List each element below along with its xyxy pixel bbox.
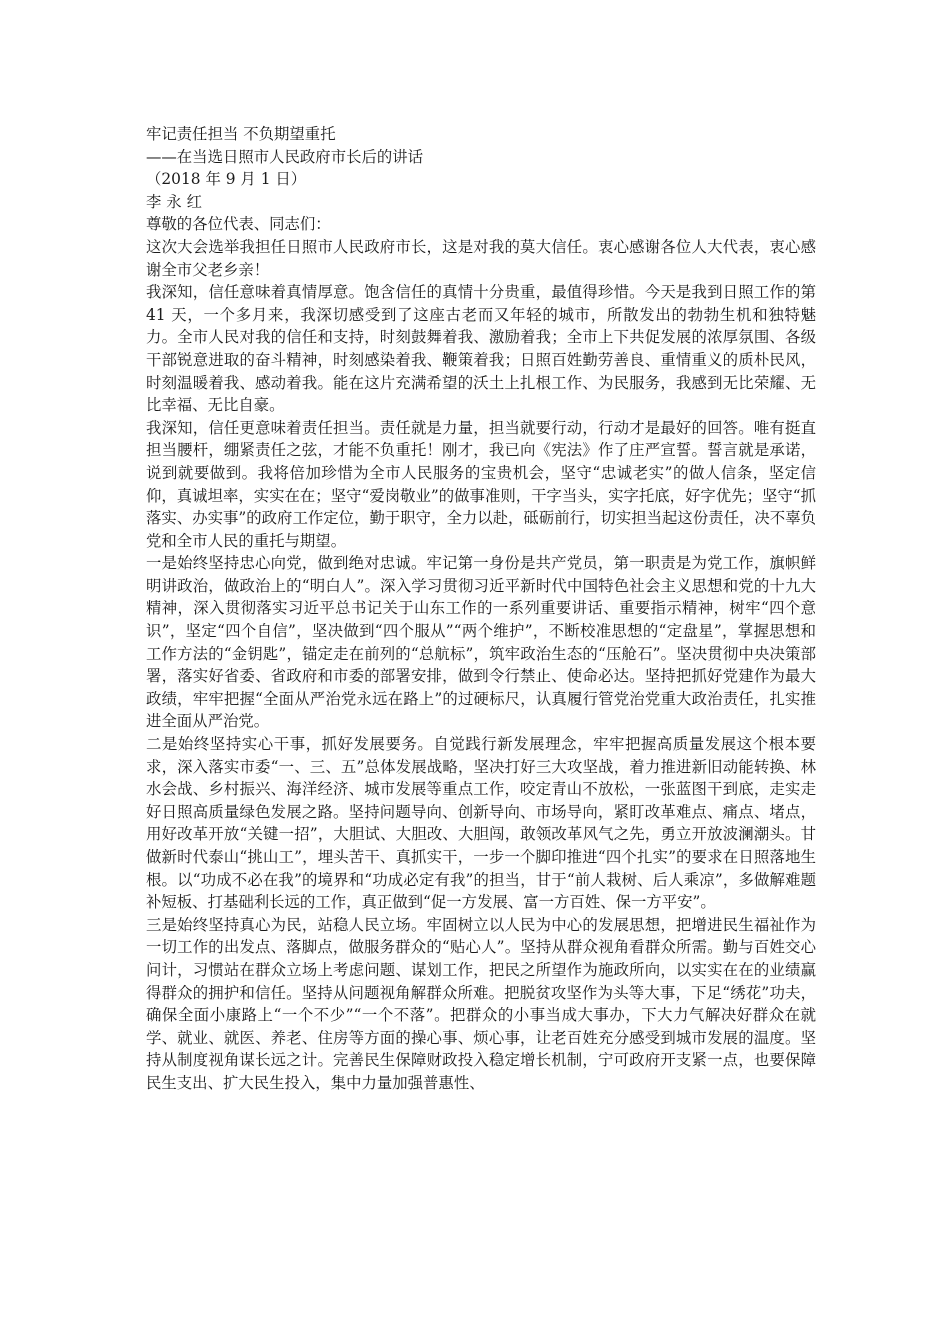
paragraph-trust-responsibility: 我深知，信任更意味着责任担当。责任就是力量，担当就要行动，行动才是最好的回答。唯有挺直担当腰杆，绷紧责任之弦，才能不负重托！刚才，我已向《宪法》作了庄严宣誓。誓言就是承诺，说到就要做到。我将倍加珍惜为全市人民服务的宝贵机会，坚守“忠诚老实”的做人信条，坚定信仰，真诚坦率，实实在在；坚守“爱岗敬业”的做事准则，干字当头，实字托底，好字优先；坚守“抓落实、办实事”的政府工作定位，勤于职守，全力以赴，砥砺前行，切实担当起这份责任，决不辜负党和全市人民的重托与期望。 <box>146 418 817 550</box>
paragraph-development: 二是始终坚持实心干事，抓好发展要务。自觉践行新发展理念，牢牢把握高质量发展这个根本要求，深入落实市委“一、三、五”总体发展战略，坚决打好三大攻坚战，着力推进新旧动能转换、林水会战、乡村振兴、海洋经济、城市发展等重点工作，咬定青山不放松，一张蓝图干到底，走实走好日照高质量绿色发展之路。坚持问题导向、创新导向、市场导向，紧盯改革难点、痛点、堵点，用好改革开放“关键一招”，大胆试、大胆改、大胆闯，敢领改革风气之先，勇立开放波澜潮头。甘做新时代泰山“挑山工”，埋头苦干、真抓实干，一步一个脚印推进“四个扎实”的要求在日照落地生根。以“功成不必在我”的境界和“功成必定有我”的担当，甘于“前人栽树、后人乘凉”，多做解难题补短板、打基础利长远的工作，真正做到“促一方发展、富一方百姓、保一方平安”。 <box>146 735 816 912</box>
document-salutation: 尊敬的各位代表、同志们： <box>146 215 331 234</box>
document-subtitle: ——在当选日照市人民政府市长后的讲话 <box>146 147 424 166</box>
document-author: 李 永 红 <box>146 192 202 211</box>
paragraph-thanks: 这次大会选举我担任日照市人民政府市长，这是对我的莫大信任。衷心感谢各位人大代表，衷心感谢全市父老乡亲！ <box>146 237 816 279</box>
document-title: 牢记责任担当 不负期望重托 <box>146 125 336 143</box>
paragraph-trust-affection: 我深知，信任意味着真情厚意。饱含信任的真情十分贵重，最值得珍惜。今天是我到日照工作的第 41 天，一个多月来，我深切感受到了这座古老而又年轻的城市，所散发出的勃勃生机和独特魅力。全市人民对我的信任和支持，时刻鼓舞着我、激励着我；全市上下共促发展的浓厚氛围、各级干部锐意进取的奋斗精神，时刻感染着我、鞭策着我；日照百姓勤劳善良、重情重义的质朴民风，时刻温暖着我、感动着我。能在这片充满希望的沃土上扎根工作、为民服务，我感到无比荣耀、无比幸福、无比自豪。 <box>146 283 816 415</box>
document-page <box>146 123 816 1095</box>
document-date: （2018 年 9 月 1 日） <box>146 170 307 189</box>
paragraph-loyalty: 一是始终坚持忠心向党，做到绝对忠诚。牢记第一身份是共产党员，第一职责是为党工作，旗帜鲜明讲政治，做政治上的“明白人”。深入学习贯彻习近平新时代中国特色社会主义思想和党的十九大精神，深入贯彻落实习近平总书记关于山东工作的一系列重要讲话、重要指示精神，树牢“四个意识”，坚定“四个自信”，坚决做到“四个服从”“两个维护”，不断校准思想的“定盘星”，掌握思想和工作方法的“金钥匙”，锚定走在前列的“总航标”，筑牢政治生态的“压舱石”。坚决贯彻中央决策部署，落实好省委、省政府和市委的部署安排，做到令行禁止、使命必达。坚持把抓好党建作为最大政绩，牢牢把握“全面从严治党永远在路上”的过硬标尺，认真履行管党治党重大政治责任，扎实推进全面从严治党。 <box>146 554 816 731</box>
paragraph-people: 三是始终坚持真心为民，站稳人民立场。牢固树立以人民为中心的发展思想，把增进民生福祉作为一切工作的出发点、落脚点，做服务群众的“贴心人”。坚持从群众视角看群众所需。勤与百姓交心问计，习惯站在群众立场上考虑问题、谋划工作，把民之所望作为施政所向，以实实在在的业绩赢得群众的拥护和信任。坚持从问题视角解群众所难。把脱贫攻坚作为头等大事，下足“绣花”功夫，确保全面小康路上“一个不少”“一个不落”。把群众的小事当成大事办，下大力气解决好群众在就学、就业、就医、养老、住房等方面的操心事、烦心事，让老百姓充分感受到城市发展的温度。坚持从制度视角谋长远之计。完善民生保障财政投入稳定增长机制，宁可政府开支紧一点，也要保障民生支出、扩大民生投入，集中力量加强普惠性、 <box>146 915 816 1092</box>
